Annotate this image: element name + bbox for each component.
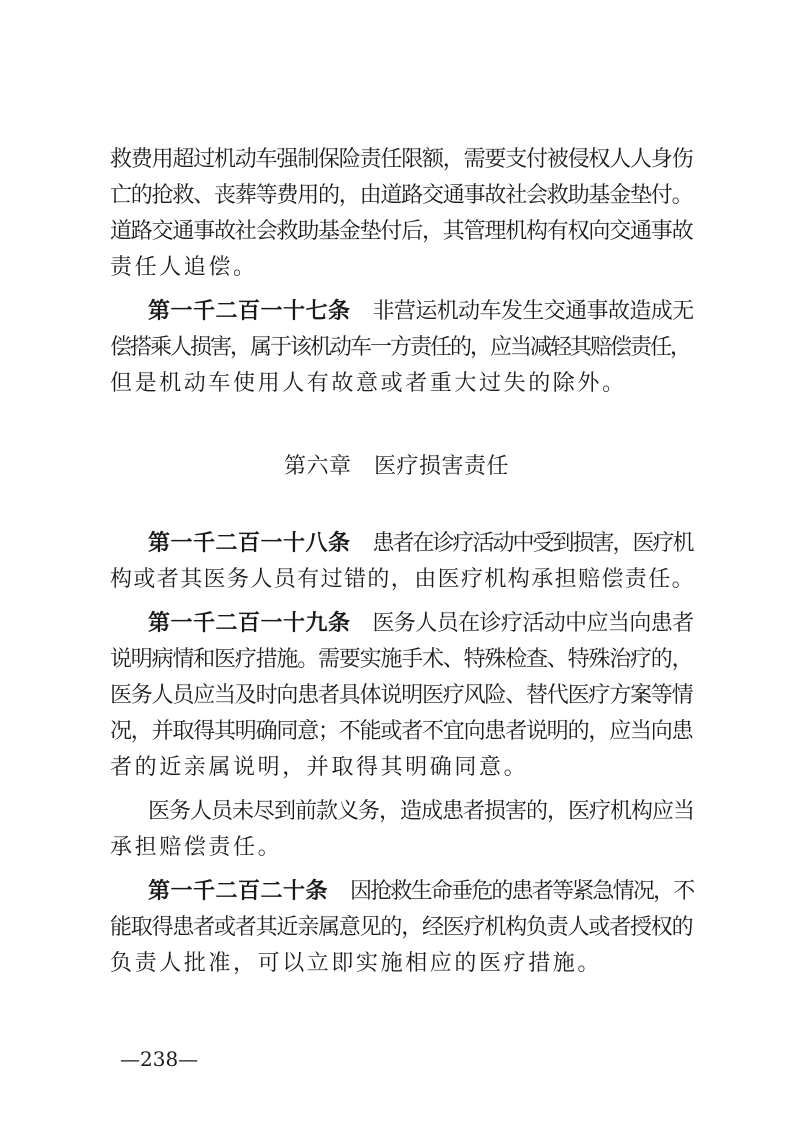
article-first-line bbox=[148, 877, 693, 907]
text-line: 者的近亲属说明，并取得其明确同意。 bbox=[110, 755, 529, 780]
text-line: 说明病情和医疗措施。需要实施手术、特殊检查、特殊治疗的， bbox=[110, 647, 693, 672]
text-line: 承担赔偿责任。 bbox=[110, 835, 283, 860]
text-line: 亡的抢救、丧葬等费用的，由道路交通事故社会救助基金垫付。 bbox=[110, 183, 693, 208]
text-line: 偿搭乘人损害，属于该机动车一方责任的，应当减轻其赔偿责任， bbox=[110, 335, 691, 360]
article-title: 第一千二百一十七条 bbox=[148, 299, 351, 324]
text-span: 非营运机动车发生交通事故造成无 bbox=[372, 299, 694, 324]
article-first-line bbox=[148, 297, 694, 327]
text-line: 救费用超过机动车强制保险责任限额，需要支付被侵权人人身伤 bbox=[110, 147, 693, 172]
article-first-line bbox=[148, 529, 693, 559]
text-line: 构或者其医务人员有过错的，由医疗机构承担赔偿责任。 bbox=[110, 567, 696, 592]
page-number: —238— bbox=[120, 1047, 199, 1071]
text-line: 负责人批准，可以立即实施相应的医疗措施。 bbox=[110, 951, 603, 976]
article-first-line bbox=[148, 609, 694, 639]
text-span: 因抢救生命垂危的患者等紧急情况，不 bbox=[350, 879, 694, 904]
text-line: 能取得患者或者其近亲属意见的，经医疗机构负责人或者授权的 bbox=[110, 915, 693, 940]
text-span: 医务人员在诊疗活动中应当向患者 bbox=[372, 611, 694, 636]
article-title: 第一千二百一十八条 bbox=[148, 531, 351, 556]
text-line: 况，并取得其明确同意；不能或者不宜向患者说明的，应当向患 bbox=[110, 719, 693, 744]
text-line: 医务人员未尽到前款义务，造成患者损害的，医疗机构应当 bbox=[148, 799, 695, 824]
article-title: 第一千二百一十九条 bbox=[148, 611, 351, 636]
text-line: 道路交通事故社会救助基金垫付后，其管理机构有权向交通事故 bbox=[110, 219, 693, 244]
text-line: 医务人员应当及时向患者具体说明医疗风险、替代医疗方案等情 bbox=[110, 683, 693, 708]
text-line: 责任人追偿。 bbox=[110, 255, 258, 280]
article-title: 第一千二百二十条 bbox=[148, 879, 329, 904]
text-line: 但是机动车使用人有故意或者重大过失的除外。 bbox=[110, 371, 627, 396]
chapter-heading: 第六章 医疗损害责任 bbox=[283, 454, 509, 479]
text-span: 患者在诊疗活动中受到损害，医疗机 bbox=[372, 531, 693, 556]
